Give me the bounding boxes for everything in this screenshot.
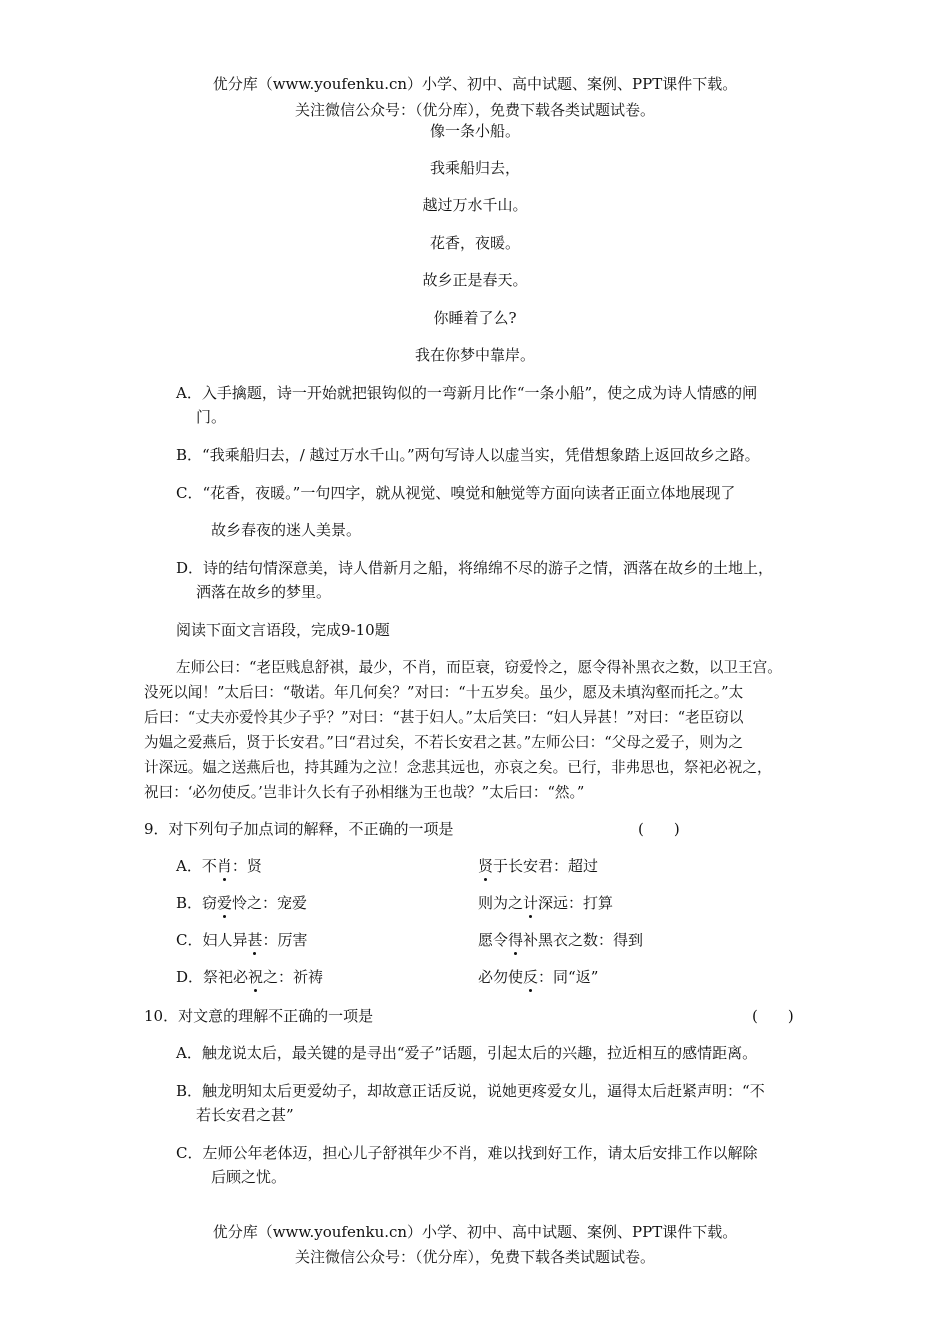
q10-stem: 10．对文意的理解不正确的一项是 xyxy=(144,1007,374,1025)
q9-text: 深远：打算 xyxy=(538,894,614,912)
q8-option-c-cont: 故乡春夜的迷人美景。 xyxy=(211,521,362,539)
q9-stem: 9．对下列句子加点词的解释，不正确的一项是 xyxy=(144,820,454,838)
passage-line: 祝曰：‘必勿使反。’岂非计久长有子孙相继为王也哉？”太后曰：“然。” xyxy=(144,784,585,801)
footer-line-2: 关注微信公众号：（优分库），免费下载各类试题试卷。 xyxy=(294,1248,655,1266)
q9-text: B．窃 xyxy=(176,894,218,912)
reading-intro: 阅读下面文言语段，完成9-10题 xyxy=(176,621,390,639)
q8-option-d-cont: 洒落在故乡的梦里。 xyxy=(196,583,332,601)
dotted-word: 计 xyxy=(523,894,539,912)
q10-answer-paren: ( ) xyxy=(752,1007,794,1025)
q9-text: D．祭祀必 xyxy=(176,968,249,986)
q8-option-a: A．入手擒题，诗一开始就把银钩似的一弯新月比作“一条小船”，使之成为诗人情感的闸 xyxy=(176,384,758,402)
header-line-2: 关注微信公众号：（优分库），免费下载各类试题试卷。 xyxy=(294,101,655,119)
q9-answer-paren: ( ) xyxy=(638,820,680,838)
q9-text: ：同“返” xyxy=(538,968,599,986)
q10-option-b: B．触龙明知太后更爱幼子，却故意正话反说，说她更疼爱女儿，逼得太后赶紧声明：“不 xyxy=(176,1082,765,1100)
dotted-word: 甚 xyxy=(247,931,263,949)
q9-option-d-left xyxy=(176,966,323,987)
q9-text: ：贤 xyxy=(231,857,262,875)
q9-option-b-right xyxy=(478,892,613,913)
q8-option-c: C．“花香，夜暖。”一句四字，就从视觉、嗅觉和触觉等方面向读者正面立体地展现了 xyxy=(176,484,736,502)
passage-line: 没死以闻！”太后曰：“敬诺。年几何矣？”对曰：“十五岁矣。虽少，愿及未填沟壑而托之。”太 xyxy=(144,684,744,701)
q10-option-b-cont: 若长安君之甚” xyxy=(196,1106,294,1124)
q10-option-a: A．触龙说太后，最关键的是寻出“爱子”话题，引起太后的兴趣，拉近相互的感情距离。 xyxy=(176,1044,758,1062)
q9-option-c-left xyxy=(176,929,308,950)
dotted-word: 肖 xyxy=(216,857,232,875)
q9-text: 必勿使 xyxy=(478,968,524,986)
q9-text: C．妇人异 xyxy=(176,931,248,949)
dotted-word: 爱 xyxy=(217,894,233,912)
q9-text: ：厉害 xyxy=(262,931,308,949)
q8-option-b: B．“我乘船归去，/ 越过万水千山。”两句写诗人以虚当实，凭借想象踏上返回故乡之路。 xyxy=(176,446,760,464)
q9-text: 于长安君：超过 xyxy=(493,857,599,875)
q9-option-a-right xyxy=(478,855,598,876)
q9-text: 则为之 xyxy=(478,894,524,912)
poem-line: 我在你梦中靠岸。 xyxy=(414,346,535,364)
q10-option-c-cont: 后顾之忧。 xyxy=(211,1168,287,1186)
passage-line: 为媪之爱燕后，贤于长安君。”曰“君过矣，不若长安君之甚。”左师公曰：“父母之爱子，则为之 xyxy=(144,734,743,751)
poem-line: 越过万水千山。 xyxy=(422,196,528,214)
q9-text: 之：祈祷 xyxy=(263,968,324,986)
q8-option-a-cont: 门。 xyxy=(196,408,227,426)
passage-line: 左师公曰：“老臣贱息舒祺，最少，不肖，而臣衰，窃爱怜之，愿令得补黑衣之数，以卫王宫。 xyxy=(176,659,782,676)
q9-text: 怜之：宠爱 xyxy=(232,894,308,912)
poem-line: 故乡正是春天。 xyxy=(422,271,528,289)
q9-option-c-right xyxy=(478,929,643,950)
q8-option-d: D．诗的结句情深意美，诗人借新月之船，将绵绵不尽的游子之情，洒落在故乡的土地上， xyxy=(176,559,774,577)
q9-option-a-left xyxy=(176,855,262,876)
q10-option-c: C．左师公年老体迈，担心儿子舒祺年少不肖，难以找到好工作，请太后安排工作以解除 xyxy=(176,1144,758,1162)
q9-option-d-right xyxy=(478,966,598,987)
passage-line: 计深远。媪之送燕后也，持其踵为之泣！念悲其远也，亦哀之矣。已行，非弗思也，祭祀必祝之， xyxy=(144,759,772,776)
poem-line: 我乘船归去， xyxy=(429,159,520,177)
header-line-1: 优分库（www.youfenku.cn）小学、初中、高中试题、案例、PPT课件下载。 xyxy=(212,75,738,93)
dotted-word: 贤 xyxy=(478,857,494,875)
dotted-word: 祝 xyxy=(248,968,264,986)
q9-text: A．不 xyxy=(176,857,217,875)
poem-line: 像一条小船。 xyxy=(429,122,520,140)
footer-line-1: 优分库（www.youfenku.cn）小学、初中、高中试题、案例、PPT课件下载。 xyxy=(212,1223,738,1241)
q9-text: 补黑衣之数：得到 xyxy=(523,931,644,949)
poem-line: 你睡着了么? xyxy=(433,309,517,327)
dotted-word: 得 xyxy=(508,931,524,949)
q9-text: 愿令 xyxy=(478,931,509,949)
poem-line: 花香，夜暖。 xyxy=(429,234,520,252)
passage-line: 后曰：“丈夫亦爱怜其少子乎？”对曰：“甚于妇人。”太后笑曰：“妇人异甚！”对曰：“老臣窃以 xyxy=(144,709,744,726)
q9-option-b-left xyxy=(176,892,307,913)
dotted-word: 反 xyxy=(523,968,539,986)
